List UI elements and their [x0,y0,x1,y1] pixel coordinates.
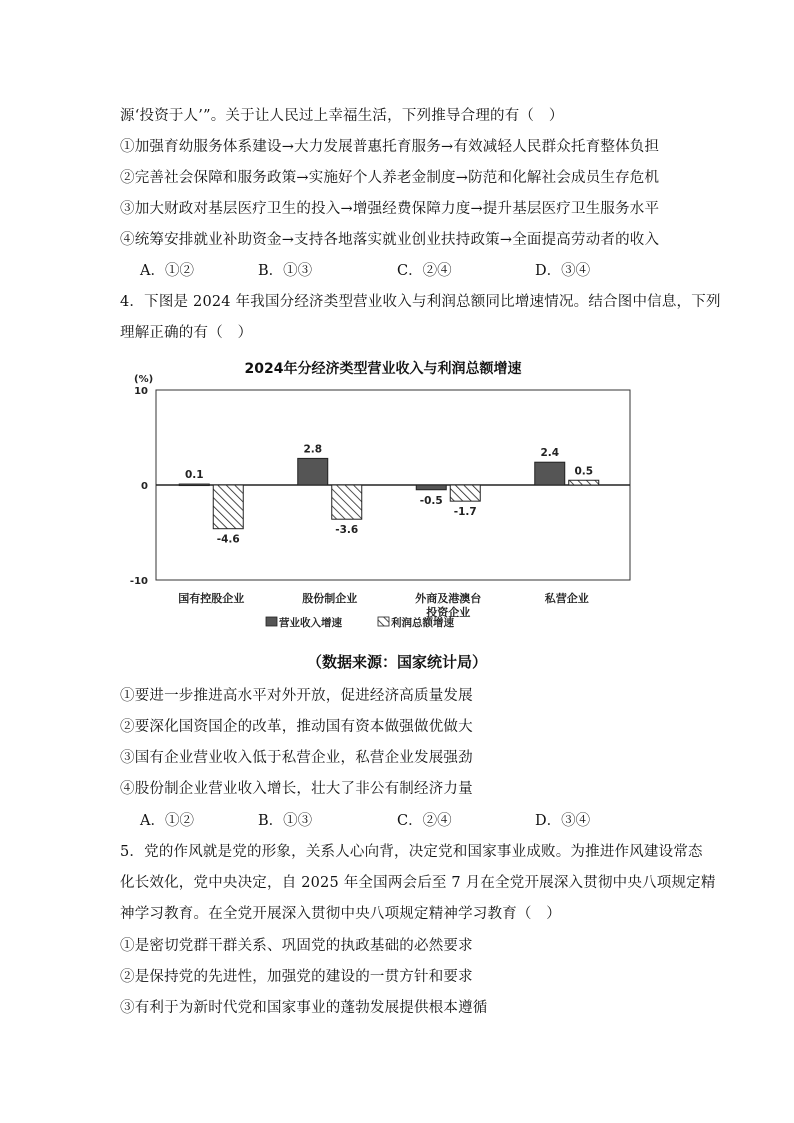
q5-statement-3: ③有利于为新时代党和国家事业的蓬勃发展提供根本遵循 [120,1000,488,1016]
bar-value-label: -1.7 [453,506,477,519]
q5-stem-line-3: 神学习教育。在全党开展深入贯彻中央八项规定精神学习教育（ ） [120,906,561,922]
q5-stem-line-2: 化长效化，党中央决定，自 2025 年全国两会后至 7 月在全党开展深入贯彻中央八项规定精 [120,875,716,891]
legend-label: 利润总额增速 [391,617,454,629]
profit-growth-bar [569,480,599,485]
q3-stem: 源‘投资于人’”。关于让人民过上幸福生活，下列推导合理的有（ ） [120,108,564,124]
profit-growth-bar [450,485,480,501]
data-source: （数据来源：国家统计局） [306,653,487,671]
category-label: 国有控股企业 [178,592,245,605]
chart-title: 2024年分经济类型营业收入与利润总额增速 [244,361,522,377]
profit-growth-bar [213,485,243,529]
q4-stem-line-1: 4．下图是 2024 年我国分经济类型营业收入与利润总额同比增速情况。结合图中信息，下列 [120,294,721,310]
legend-label: 营业收入增速 [279,617,342,629]
category-label: 股份制企业 [302,592,358,605]
revenue-growth-bar [179,484,209,486]
y-tick-label: 0 [141,481,148,492]
revenue-growth-bar [535,462,565,485]
bar-value-label: -3.6 [335,524,359,537]
revenue-growth-bar [416,485,446,490]
q4-statement-4: ④股份制企业营业收入增长，壮大了非公有制经济力量 [120,781,473,797]
q3-statement-4: ④统筹安排就业补助资金→支持各地落实就业创业扶持政策→全面提高劳动者的收入 [120,232,660,248]
q4-option-a: A．①② [140,813,194,829]
bar-value-label: 0.5 [574,465,594,478]
q3-statement-3: ③加大财政对基层医疗卫生的投入→增强经费保障力度→提升基层医疗卫生服务水平 [120,201,660,217]
q3-option-c: C．②④ [397,263,452,279]
category-label: 私营企业 [544,592,589,605]
q3-statement-1: ①加强育幼服务体系建设→大力发展普惠托育服务→有效减轻人民群众托育整体负担 [120,139,660,155]
chart-svg [118,352,648,652]
bar-value-label: 0.1 [184,469,204,482]
bar-value-label: -4.6 [216,533,240,546]
revenue-growth-bar [298,458,328,485]
bar-value-label: 2.8 [303,443,323,456]
bar-value-label: 2.4 [540,447,560,460]
q4-stem-line-2: 理解正确的有（ ） [120,325,253,341]
q4-statement-3: ③国有企业营业收入低于私营企业，私营企业发展强劲 [120,750,473,766]
bar-value-label: -0.5 [419,494,443,507]
legend-swatch [378,617,389,626]
y-axis-unit: (%) [134,374,154,385]
y-tick-label: 10 [134,386,148,397]
q4-statement-1: ①要进一步推进高水平对外开放，促进经济高质量发展 [120,688,473,704]
q3-option-a: A．①② [140,263,194,279]
q5-statement-1: ①是密切党群干群关系、巩固党的执政基础的必然要求 [120,938,473,954]
category-label: 投资企业 [426,606,471,619]
q5-statement-2: ②是保持党的先进性，加强党的建设的一贯方针和要求 [120,969,473,985]
profit-growth-bar [332,485,362,519]
category-label: 外商及港澳台 [415,592,482,605]
legend-swatch [266,617,277,626]
y-tick-label: -10 [129,576,148,587]
q4-option-c: C．②④ [397,813,452,829]
q3-statement-2: ②完善社会保障和服务政策→实施好个人养老金制度→防范和化解社会成员生存危机 [120,170,660,186]
growth-chart [118,352,648,652]
q4-option-d: D．③④ [535,813,591,829]
q5-stem-line-1: 5．党的作风就是党的形象，关系人心向背，决定党和国家事业成败。为推进作风建设常态 [120,844,703,860]
q3-option-d: D．③④ [535,263,591,279]
q3-option-b: B．①③ [258,263,313,279]
q4-option-b: B．①③ [258,813,313,829]
q4-statement-2: ②要深化国资国企的改革，推动国有资本做强做优做大 [120,719,473,735]
